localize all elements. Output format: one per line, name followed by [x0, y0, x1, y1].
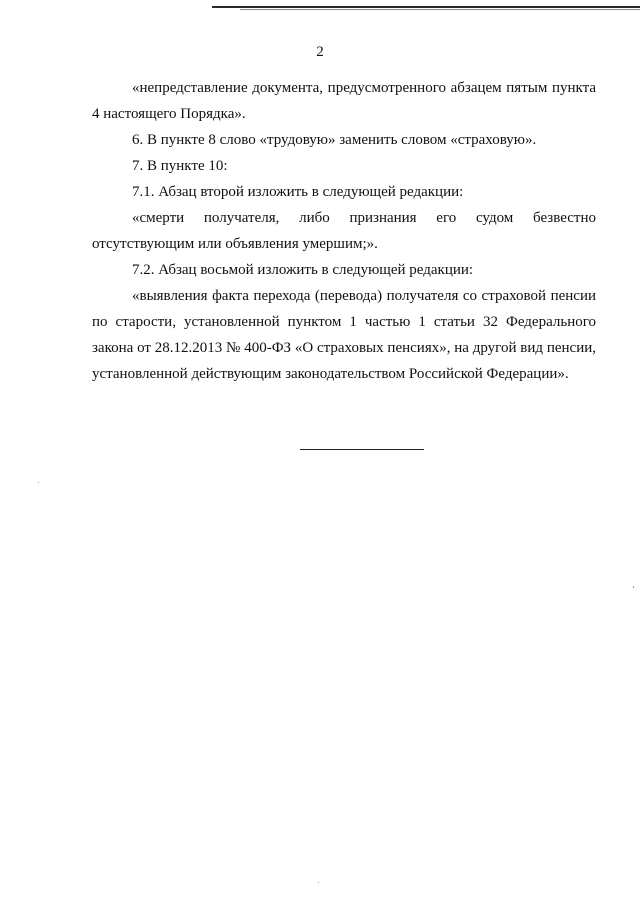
scan-speck: [633, 586, 634, 588]
paragraph-item-7-1: 7.1. Абзац второй изложить в следующей редакции:: [132, 184, 464, 200]
scan-artifact-top-line: [212, 6, 640, 8]
scan-speck: [318, 882, 319, 883]
paragraph-quote-nonsubmission: «непредставление документа, предусмотренного абзацем пятым пункта 4 настоящего Порядка».: [92, 80, 596, 122]
page-number: 2: [316, 44, 324, 60]
paragraph-quote-death: «смерти получателя, либо признания его судом безвестно отсутствующим или объявления умершим;».: [92, 210, 596, 252]
paragraph-quote-transition: «выявления факта перехода (перевода) получателя со страховой пенсии по старости, установленной пунктом 1 частью 1 статьи 32 Федерального закона от 28.12.2013 № 400-ФЗ «О страховых пенсиях», на другой вид пенсии, установленной действующим законодательством Российской Федерации».: [92, 288, 596, 382]
document-body: [92, 75, 596, 387]
scan-speck: [38, 482, 39, 483]
end-divider-line: [300, 449, 424, 450]
paragraph-item-7: 7. В пункте 10:: [132, 158, 228, 174]
scan-artifact-top-line-thin: [240, 9, 640, 10]
paragraph-item-7-2: 7.2. Абзац восьмой изложить в следующей редакции:: [132, 262, 474, 278]
paragraph-item-6: 6. В пункте 8 слово «трудовую» заменить словом «страховую».: [132, 132, 537, 148]
